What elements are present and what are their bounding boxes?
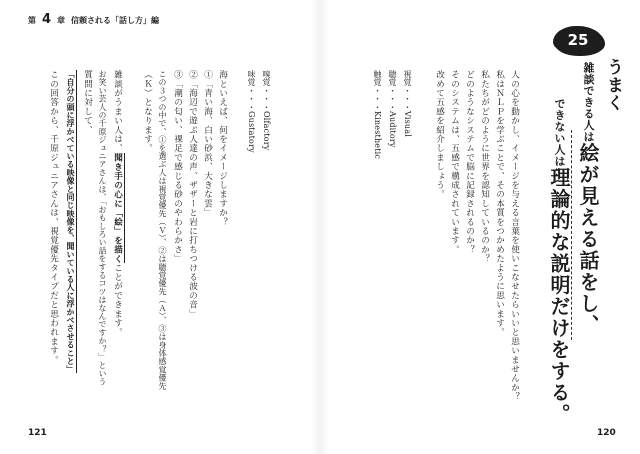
right-line-5: そのシステムは、五感で構成されています。 [449,70,460,254]
title-line2-small: できない人は [553,98,566,167]
sense-gustatory: 味覚・・・Gustatory [247,70,256,153]
page-number-left: 121 [28,428,47,438]
left-body-2: ①「青い海、白い砂浜、大きな雲」 [202,70,213,218]
right-line-4: どのようなシステムで脳に記録されるのか？ [464,70,475,254]
para2-end: ことができます。 [112,263,123,337]
right-line-3: 私たちがどのように世界を認知しているのか？ [479,70,490,264]
sense-olfactory: 嗅覚・・・Olfactory [262,70,271,151]
left-body-6: （Ｋ）となります。 [142,70,153,153]
chapter-suffix: 章 [57,16,66,25]
left-body-5: この３つの中で、①を選ぶ人は視覚優先（Ｖ）、②は聴覚優先（Ａ）、③は身体感覚優先 [158,70,167,390]
title-line1 [578,62,598,336]
chapter-title: 信頼される「話し方」編 [71,16,160,25]
page-gutter [312,0,328,454]
para2-start: 雑談がうまい人は、 [112,70,123,153]
title-umaku: うまく [603,58,623,112]
title-line1-big: 絵が見える話をし、 [576,142,600,336]
chapter-prefix: 第 [28,16,36,25]
sense-visual: 視覚・・・Visual [403,70,412,137]
title-line2 [549,98,569,425]
left-body-1: 海といえば、何をイメージしますか？ [217,70,228,227]
title-line1-small: 雑談できる人は [582,62,595,143]
right-line-6: 改めて五感を紹介しましょう。 [434,70,445,199]
left-line-after-2: 質問に対して、 [82,70,93,135]
left-quote: 「自分の頭に浮かべている映像と同じ映像を、聞いている人に浮かべさせること」 [66,70,76,374]
left-para2 [113,70,122,337]
chapter-header [28,12,159,27]
left-body-3: ②「海辺で遊ぶ人達の声、ザザーと岩に打ちつける波の音」 [187,70,198,319]
left-body-4: ③「潮の匂い、裸足で感じる砂のやわらかさ」 [172,70,183,264]
right-line-1: 人の心を動かし、イメージを与える言葉を使いこなせたらいいと思いませんか？ [509,70,520,402]
left-line-after-1: お笑い芸人の千原ジュニアさんは、「おもしろい話をするコツはなんですか？」という [98,70,107,386]
page-number-right: 120 [597,428,616,438]
para2-emphasis: 聞き手の心に「絵」を描く [112,152,123,264]
title-dashed-rule [571,130,572,340]
section-number-badge [553,26,603,54]
left-closing: この回答から、千原ジュニアさんは、視覚優先タイプだと思われます。 [48,70,59,365]
chapter-number: 4 [42,12,52,27]
title-line2-big: 理論的な説明だけをする。 [547,167,571,425]
sense-auditory: 聴覚・・・Auditory [388,70,397,148]
right-line-2: 私はＮＬＰを学ぶことで、その本質をつかめたように思います。 [494,70,505,337]
section-number: 25 [567,31,589,49]
sense-kinesthetic: 触覚・・・Kinesthetic [373,70,382,160]
